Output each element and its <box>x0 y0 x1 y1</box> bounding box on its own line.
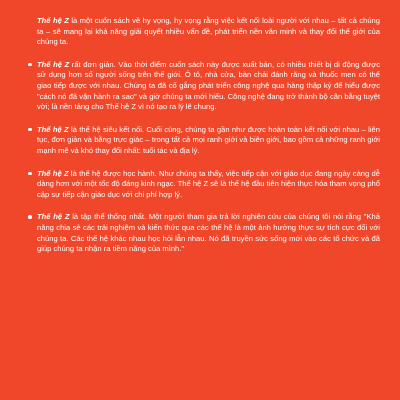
book-title: Thế hệ Z <box>37 168 69 178</box>
book-title: Thế hệ Z <box>37 124 69 134</box>
paragraph-text: là tập thể thống nhất. Một người tham gia trả lời nghiên cứu của chúng tôi nói rằng "Khả năng chia sẻ các trải nghiệm và kiến thức qua các thế hệ là một ảnh hưởng thực sự tích cực đối với chúng ta. Các thế hệ khác nhau học hỏi lẫn nhau. Nó đã truyền sức sống mới vào các tổ chức và đã giúp chúng ta nhận ra tiềm năng của mình." <box>37 212 380 254</box>
bullet-item-unified <box>28 212 380 254</box>
bullet-paragraph <box>37 125 380 157</box>
book-title: Thế hệ Z <box>37 212 70 222</box>
bullet-item-educated <box>28 169 380 201</box>
bullet-icon <box>28 63 32 67</box>
paragraph-intro <box>28 16 380 48</box>
bullet-item-simple <box>28 60 380 113</box>
bullet-paragraph <box>37 169 380 201</box>
bullet-icon <box>28 215 32 219</box>
paragraph-text: là thế hệ được học hành. Như chúng ta thấy, việc tiếp cận với giáo dục đang ngày càng dễ dàng hơn với một tốc độ đáng kinh ngạc. Thế hệ Z sẽ là thế hệ đầu tiên hiện thực hóa tham vọng phổ cập sự tiếp cận giáo dục với chi phí hợp lý. <box>37 168 380 199</box>
bullet-icon <box>28 128 32 132</box>
bullet-paragraph <box>37 212 380 254</box>
page-content <box>28 16 380 255</box>
bullet-icon <box>28 172 32 176</box>
paragraph-text: là thế hệ siêu kết nối. Cuối cùng, chúng ta gần như được hoàn toàn kết nối với nhau – liên tục, đơn giản và bằng trực giác – trong tất cả mọi ranh giới và biên giới, bao gồm cả những ranh giới mạnh mẽ và khó thay đổi nhất: tuổi tác và địa lý. <box>37 124 380 155</box>
book-title: Thế hệ Z <box>37 16 69 25</box>
bullet-paragraph <box>37 60 380 113</box>
paragraph-text: là một cuốn sách về hy vọng, hy vọng rằng việc kết nối loài người với nhau – tất cả chúng ta – sẽ mang lại khả năng giải quyết nhiều vấn đề, phát triển nền văn minh và thay đổi thế giới của chúng ta. <box>37 16 380 47</box>
paragraph-text: rất đơn giản. Vào thời điểm cuốn sách này được xuất bản, có nhiều thiết bị di động được sử dụng hơn số người sống trên thế giới. Ô tô, nhà cửa, bàn chải đánh răng và thuốc men có thể giao tiếp được với nhau. Chúng ta đã cố gắng phát triển công nghệ qua hàng thập kỷ để hiểu được "cách nó đã vận hành ra sao" và giờ chúng ta mới hiểu. Công nghệ đang trở thành bộ cân bằng tuyệt vời; là nền tảng cho Thế hệ Z vì nó tạo ra lý lẽ chung. <box>37 59 380 112</box>
bullet-item-connected <box>28 125 380 157</box>
book-title: Thế hệ Z <box>37 59 70 69</box>
